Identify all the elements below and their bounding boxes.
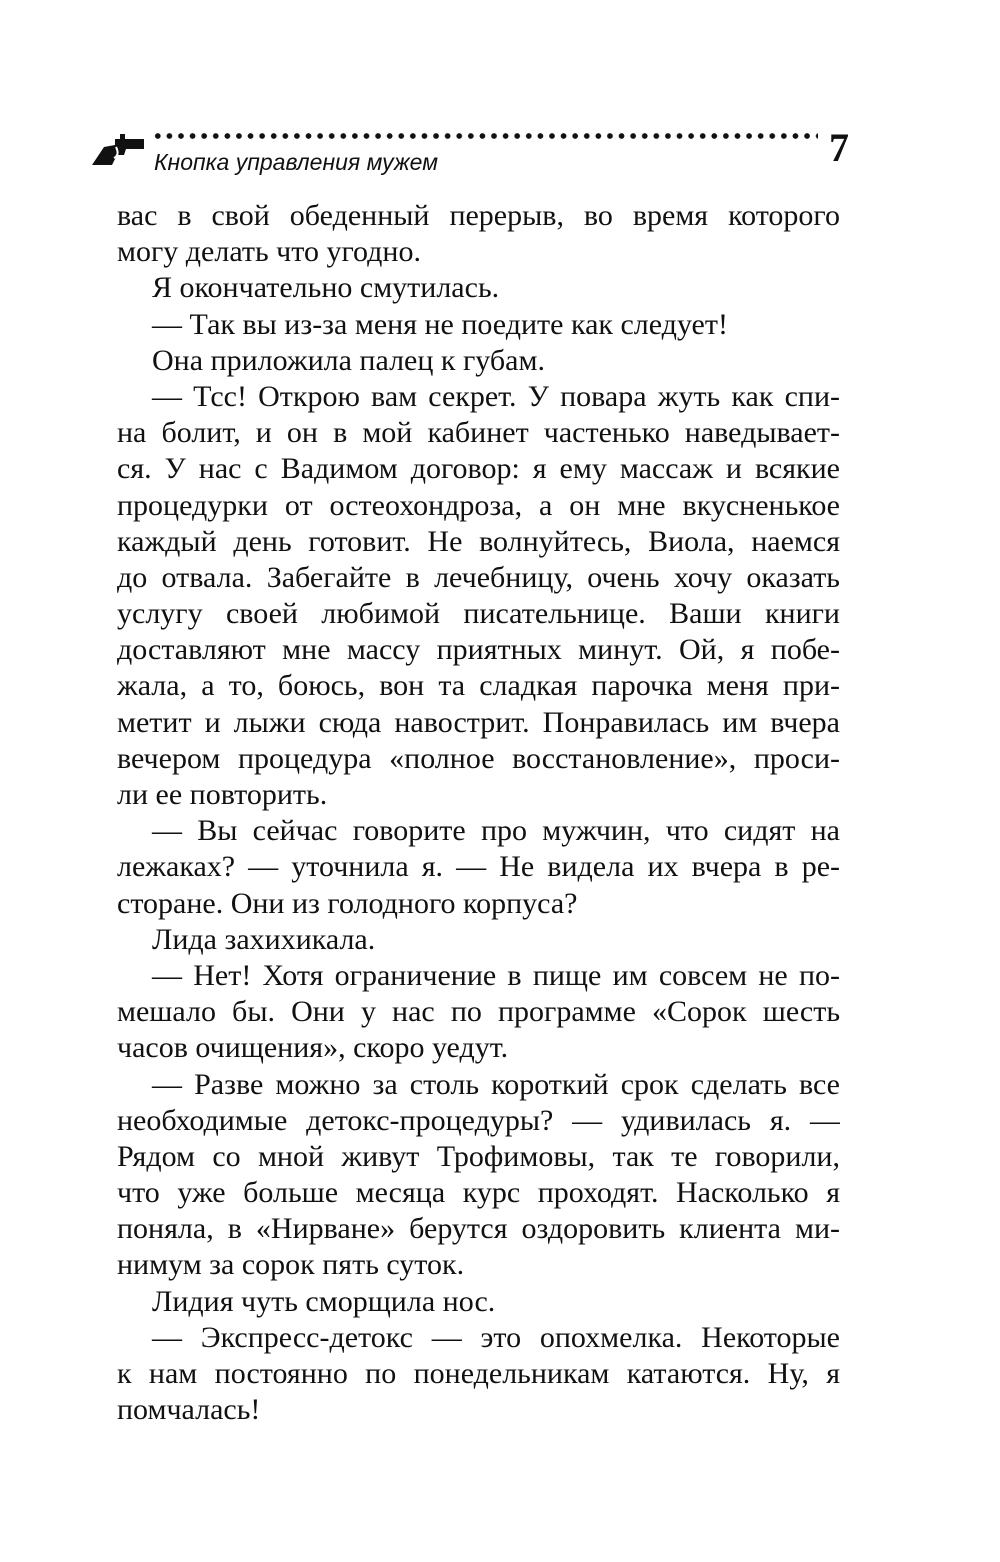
text-line: — Разве можно за столь короткий срок сделать все [152, 1067, 840, 1101]
text-line: Рядом со мной живут Трофимовы, так те говорили, [117, 1139, 840, 1173]
text-line: лежаках? — уточнила я. — Не видела их вчера в ре- [117, 850, 840, 884]
text-line: жала, а то, боюсь, вон та сладкая парочка меня при- [117, 669, 840, 703]
text-line: — Тсс! Открою вам секрет. У повара жуть как спи- [152, 379, 840, 413]
text-line: вечером процедура «полное восстановление», проси- [117, 741, 840, 775]
running-title: Кнопка управления мужем [154, 149, 438, 175]
text-line: сторане. Они из голодного корпуса? [117, 886, 578, 920]
text-line: услугу своей любимой писательнице. Ваши книги [117, 597, 840, 631]
text-line: к нам постоянно по понедельникам катаются. Ну, я [117, 1357, 840, 1390]
page-header [90, 126, 850, 186]
text-line: что уже больше месяца курс проходят. Насколько я [117, 1176, 840, 1210]
text-line: на болит, и он в мой кабинет частенько наведывает- [117, 416, 840, 450]
text-line: Я окончательно смутилась. [152, 271, 500, 305]
page-number: 7 [829, 125, 849, 170]
text-line: — Нет! Хотя ограничение в пище им совсем не по- [152, 958, 840, 992]
text-line: — Так вы из-за меня не поедите как следует! [152, 307, 728, 341]
text-line: — Вы сейчас говорите про мужчин, что сидят на [152, 814, 840, 848]
revolver-icon [90, 132, 146, 172]
text-line: Лида захихикала. [152, 922, 376, 956]
text-line: поняла, в «Нирване» берутся оздоровить клиента ми- [117, 1212, 840, 1246]
dotted-rule [152, 130, 818, 142]
text-line: метит и лыжи сюда навострит. Понравилась им вчера [117, 705, 840, 739]
text-line: мешало бы. Они у нас по программе «Сорок шесть [117, 995, 840, 1029]
text-line: могу делать что угодно. [117, 235, 421, 269]
text-line: ли ее повторить. [117, 778, 328, 811]
text-line: Она приложила палец к губам. [152, 343, 545, 377]
text-line: вас в свой обеденный перерыв, во время которого [117, 199, 840, 232]
text-line: Лидия чуть сморщила нос. [152, 1284, 496, 1318]
text-line: доставляют мне массу приятных минут. Ой, я побе- [117, 633, 840, 667]
text-line: помчалась! [117, 1393, 261, 1427]
text-line: каждый день готовит. Не волнуйтесь, Виола, наемся [117, 524, 840, 558]
text-line: — Экспресс-детокс — это опохмелка. Некоторые [152, 1320, 840, 1354]
body-text [117, 198, 840, 1428]
text-line: часов очищения», скоро уедут. [117, 1031, 509, 1065]
text-line: ся. У нас с Вадимом договор: я ему массаж и всякие [117, 452, 840, 486]
text-line: необходимые детокс-процедуры? — удивилась я. — [117, 1103, 840, 1137]
text-line: нимум за сорок пять суток. [117, 1248, 465, 1282]
text-line: процедурки от остеохондроза, а он мне вкусненькое [117, 488, 840, 522]
text-line: до отвала. Забегайте в лечебницу, очень хочу оказать [117, 560, 840, 594]
